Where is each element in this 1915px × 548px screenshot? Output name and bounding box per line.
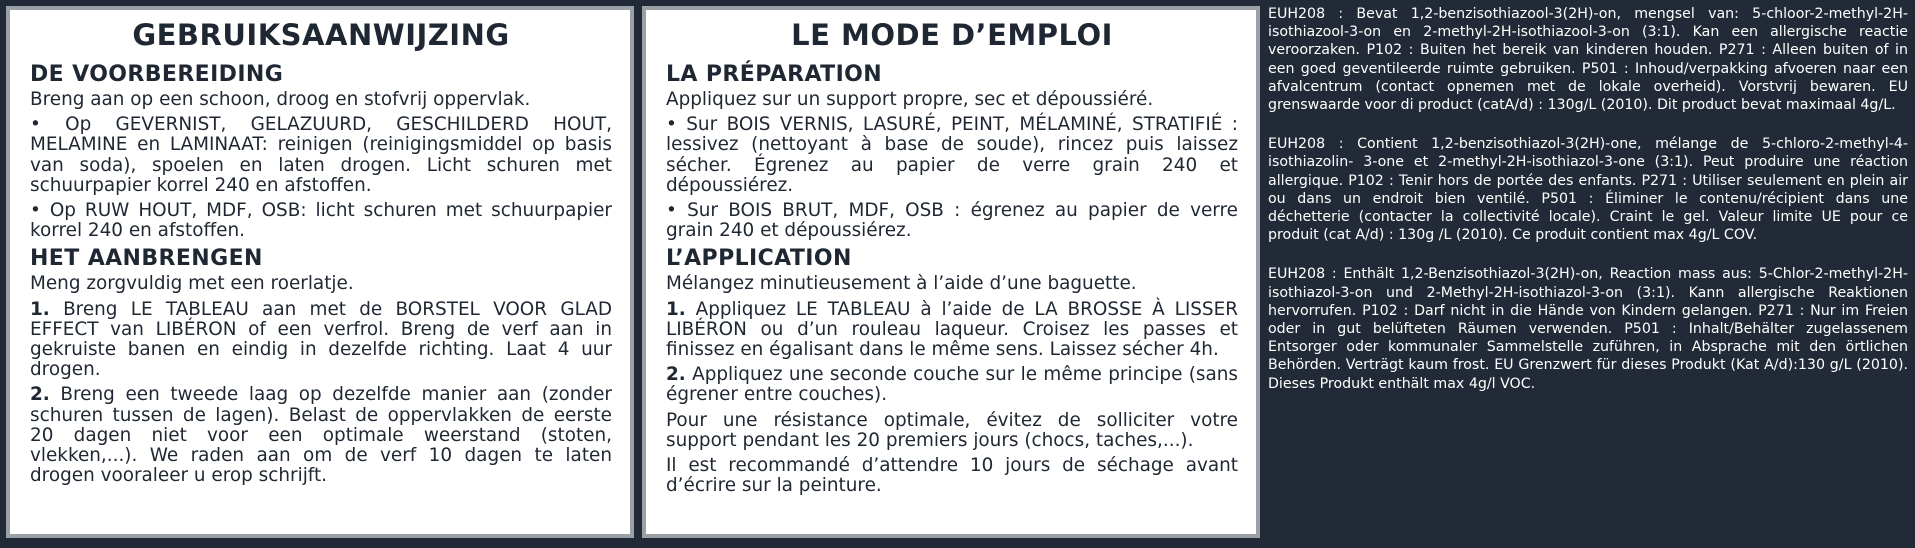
section-heading-application: L’APPLICATION <box>666 246 852 272</box>
step-1 <box>666 300 1238 361</box>
page-title: LE MODE D’EMPLOI <box>791 18 1113 52</box>
paragraph: Breng aan op een schoon, droog en stofvrij oppervlak. <box>30 89 531 110</box>
section-heading-preparation: DE VOORBEREIDING <box>30 62 284 87</box>
page-title: GEBRUIKSAANWIJZING <box>132 18 510 52</box>
section-heading-preparation: LA PRÉPARATION <box>666 62 883 87</box>
safety-text-french: EUH208 : Contient 1,2-benzisothiazol-3(2H)-one, mélange de 5-chloro-2-methyl-4-isothiazolin- 3-one et 2-methyl-2H-isothiazol-3-one (3:1). Peut produire une réaction allergique. P102 : Tenir hors de portée des enfants. P271 : Utiliser seulement en plein air ou dans un endroit bien ventilé. P501 : Éliminer le contenu/récipient dans une déchetterie (contacter la collectivité locale). Craint le gel. Valeur limite UE pour ce produit (cat A/d) : 130g /L (2010). Ce produit contient max 4g/L COV. <box>1268 136 1908 244</box>
paragraph: • Op GEVERNIST, GELAZUURD, GESCHILDERD HOUT, MELAMINE en LAMINAAT: reinigen (reinigingsmiddel op basis van soda), spoelen en laten drogen. Licht schuren met schuurpapier korrel 240 en afstoffen. <box>30 114 612 196</box>
step-text: Appliquez une seconde couche sur le même principe (sans égrener entre couches). <box>666 364 1238 406</box>
step-number: 2. <box>666 364 686 386</box>
paragraph: • Sur BOIS VERNIS, LASURÉ, PEINT, MÉLAMINÉ, STRATIFIÉ : lessivez (nettoyant à base de soude), rincez puis laissez sécher. Égrenez au papier de verre grain 240 et dépoussiérez. <box>666 114 1238 196</box>
paragraph: Meng zorgvuldig met een roerlatje. <box>30 273 354 295</box>
step-number: 1. <box>666 298 686 320</box>
paragraph: Pour une résistance optimale, évitez de solliciter votre support pendant les 20 premiers jours (chocs, taches,...). <box>666 409 1238 451</box>
paragraph: Appliquez sur un support propre, sec et dépoussiéré. <box>666 89 1154 110</box>
step-1 <box>30 300 612 381</box>
paragraph: • Sur BOIS BRUT, MDF, OSB : égrenez au papier de verre grain 240 et dépoussiérez. <box>666 200 1238 242</box>
instructions-panel-dutch <box>6 6 634 538</box>
step-text: Breng LE TABLEAU aan met de BORSTEL VOOR GLAD EFFECT van LIBÉRON of een verfrol. Breng de verf aan in gekruiste banen en eindig in dezelfde richting. Laat 4 uur drogen. <box>30 298 612 381</box>
paragraph: Mélangez minutieusement à l’aide d’une baguette. <box>666 273 1137 295</box>
paragraph: • Op RUW HOUT, MDF, OSB: licht schuren met schuurpapier korrel 240 en afstoffen. <box>30 200 612 242</box>
step-2 <box>666 365 1238 405</box>
safety-text-german: EUH208 : Enthält 1,2-Benzisothiazol-3(2H)-on, Reaction mass aus: 5-Chlor-2-methyl-2H-isothiazol-3-on und 2-Methyl-2H-isothiazol-3-on (3:1). Kann allergische Reaktionen hervorrufen. P102 : Darf nicht in die Hände von Kindern gelangen. P271 : Nur im Freien oder in gut belüfteten Räumen verwenden. P501 : Inhalt/Behälter zugelassenem Entsorger oder kommunaler Sammelstelle zuführen, in Absprache mit den örtlichen Behörden. Verträgt kaum frost. EU Grenzwert für dieses Produkt (Kat A/d):130 g/L (2010). Dieses Produkt enthält max 4g/l VOC. <box>1268 266 1908 392</box>
step-number: 2. <box>30 384 50 406</box>
safety-text-dutch: EUH208 : Bevat 1,2-benzisothiazool-3(2H)-on, mengsel van: 5-chloor-2-methyl-2H-isothiazool-3-on en 2-methyl-2H-isothiazool-3-on (3:1). Kan een allergische reactie veroorzaken. P102 : Buiten het bereik van kinderen houden. P271 : Alleen buiten of in een goed geventileerde ruimte gebruiken. P501 : Inhoud/verpakking afvoeren naar een afvalcentrum (contact opnemen met de lokale overheid). Vorstvrij bewaren. EU grenswaarde voor di product (catA/d) : 130g/L (2010). Dit product bevat maximaal 4g/L. <box>1268 6 1908 114</box>
instructions-panel-french <box>642 6 1260 538</box>
paragraph: Il est recommandé d’attendre 10 jours de séchage avant d’écrire sur la peinture. <box>666 455 1238 497</box>
section-heading-application: HET AANBRENGEN <box>30 246 263 272</box>
step-text: Breng een tweede laag op dezelfde manier aan (zonder schuren tussen de lagen). Belast de oppervlakken de eerste 20 dagen niet voor een optimale weerstand (stoten, vlekken,...). We raden aan om de verf 10 dagen te laten drogen vooraleer u erop schrijft. <box>30 384 612 487</box>
step-number: 1. <box>30 298 50 320</box>
safety-information-column <box>1268 5 1908 414</box>
step-2 <box>30 385 612 486</box>
step-text: Appliquez LE TABLEAU à l’aide de LA BROSSE À LISSER LIBÉRON ou d’un rouleau laqueur. Croisez les passes et finissez en égalisant dans le même sens. Laissez sécher 4h. <box>666 298 1238 361</box>
